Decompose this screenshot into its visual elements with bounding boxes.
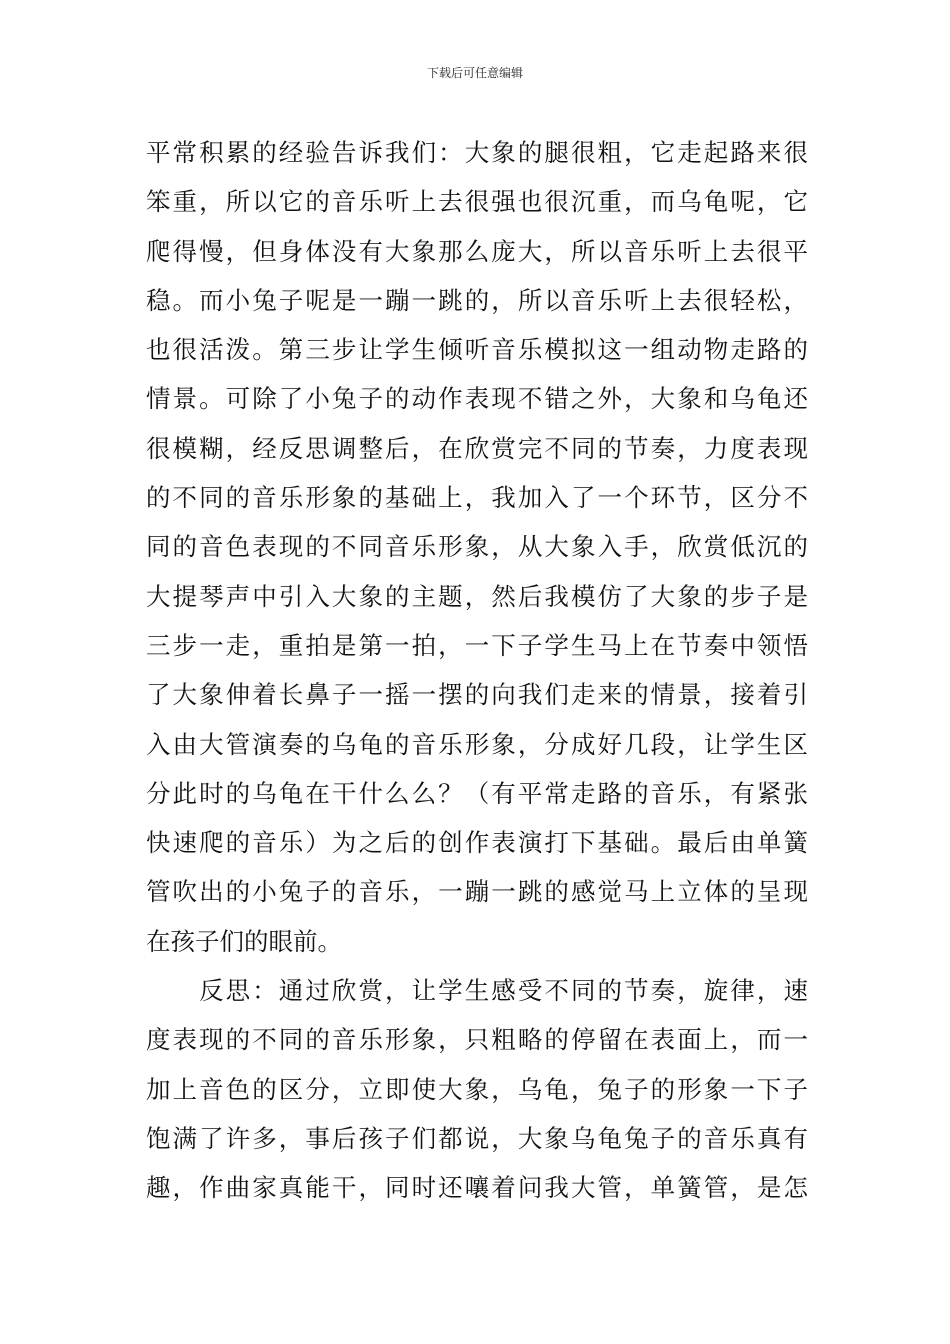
paragraph-1 bbox=[146, 128, 808, 966]
text-line: 稳。而小兔子呢是一蹦一跳的，所以音乐听上去很轻松， bbox=[146, 285, 808, 315]
text-line: 情景。可除了小兔子的动作表现不错之外，大象和乌龟还 bbox=[146, 384, 808, 414]
text-line: 加上音色的区分，立即使大象，乌龟，兔子的形象一下子 bbox=[146, 1074, 808, 1104]
text-line: 反思：通过欣赏，让学生感受不同的节奏，旋律，速 bbox=[146, 976, 808, 1006]
page-header: 下载后可任意编辑 bbox=[426, 66, 523, 80]
text-line: 很模糊，经反思调整后，在欣赏完不同的节奏，力度表现 bbox=[146, 433, 808, 463]
text-line: 管吹出的小兔子的音乐，一蹦一跳的感觉马上立体的呈现 bbox=[146, 877, 808, 907]
text-line: 的不同的音乐形象的基础上，我加入了一个环节，区分不 bbox=[146, 483, 808, 513]
text-line: 同的音色表现的不同音乐形象，从大象入手，欣赏低沉的 bbox=[146, 532, 808, 562]
text-line: 度表现的不同的音乐形象，只粗略的停留在表面上，而一 bbox=[146, 1025, 808, 1055]
text-line: 也很活泼。第三步让学生倾听音乐模拟这一组动物走路的 bbox=[146, 335, 808, 365]
text-line: 入由大管演奏的乌龟的音乐形象，分成好几段，让学生区 bbox=[146, 729, 808, 759]
text-line: 大提琴声中引入大象的主题，然后我模仿了大象的步子是 bbox=[146, 581, 808, 611]
text-line: 三步一走，重拍是第一拍，一下子学生马上在节奏中领悟 bbox=[146, 630, 808, 660]
text-line: 趣，作曲家真能干，同时还嚷着问我大管，单簧管，是怎 bbox=[146, 1173, 808, 1203]
text-line: 饱满了许多，事后孩子们都说，大象乌龟兔子的音乐真有 bbox=[146, 1123, 808, 1153]
text-line: 平常积累的经验告诉我们：大象的腿很粗，它走起路来很 bbox=[146, 138, 808, 167]
document-body bbox=[146, 128, 808, 1213]
text-line: 笨重，所以它的音乐听上去很强也很沉重，而乌龟呢，它 bbox=[146, 187, 808, 217]
text-line: 爬得慢，但身体没有大象那么庞大，所以音乐听上去很平 bbox=[146, 236, 808, 266]
text-line: 快速爬的音乐）为之后的创作表演打下基础。最后由单簧 bbox=[146, 828, 808, 858]
text-line: 分此时的乌龟在干什么么？（有平常走路的音乐，有紧张 bbox=[146, 778, 808, 808]
text-line: 了大象伸着长鼻子一摇一摆的向我们走来的情景，接着引 bbox=[146, 680, 808, 710]
paragraph-2 bbox=[146, 966, 808, 1212]
text-line: 在孩子们的眼前。 bbox=[146, 926, 342, 956]
